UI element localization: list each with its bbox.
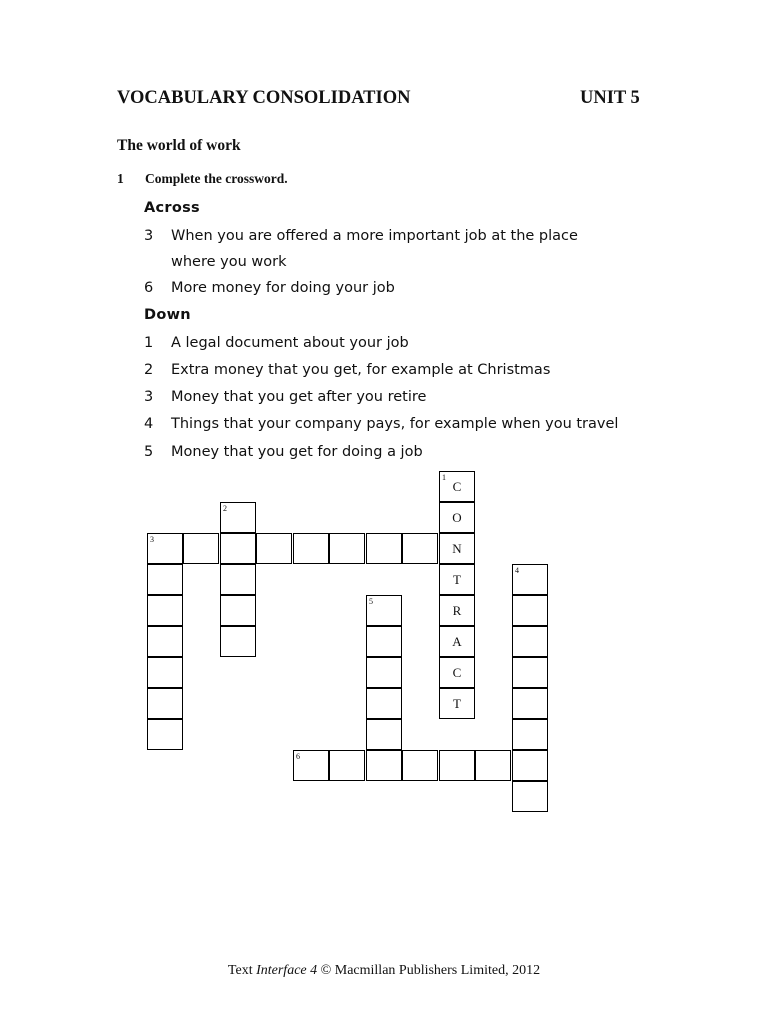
down-clue-text: Things that your company pays, for example when you travel <box>171 416 619 432</box>
crossword-cell[interactable] <box>439 471 475 502</box>
crossword-cell[interactable] <box>439 502 475 533</box>
crossword-cell[interactable] <box>439 626 475 657</box>
cell-letter: C <box>452 665 462 680</box>
crossword-cell[interactable] <box>147 688 183 719</box>
cell-letter: T <box>453 572 461 587</box>
crossword-cell[interactable] <box>512 750 548 781</box>
crossword-cell[interactable] <box>366 626 402 657</box>
down-clue-number: 4 <box>144 416 154 432</box>
footer-prefix: Text <box>227 963 257 978</box>
crossword-cell[interactable] <box>293 533 329 564</box>
crossword-cell[interactable] <box>147 719 183 750</box>
crossword-cell[interactable] <box>439 657 475 688</box>
crossword-cell[interactable] <box>366 595 402 626</box>
footer-suffix: © Macmillan Publishers Limited, 2012 <box>317 963 541 978</box>
section-title: The world of work <box>117 137 241 154</box>
clue-number-3: 3 <box>150 535 154 544</box>
across-clue-number: 6 <box>144 280 154 296</box>
down-clue-text: Money that you get for doing a job <box>171 444 423 460</box>
clue-number-4: 4 <box>515 566 519 575</box>
crossword-cell[interactable] <box>220 502 256 533</box>
crossword-cell[interactable] <box>475 750 511 781</box>
crossword-cell[interactable] <box>147 533 183 564</box>
crossword-cell[interactable] <box>366 719 402 750</box>
crossword-cell[interactable] <box>402 533 438 564</box>
crossword-cell[interactable] <box>512 719 548 750</box>
cell-letter: T <box>453 696 461 711</box>
clue-number-2: 2 <box>223 504 227 513</box>
crossword-cell[interactable] <box>147 657 183 688</box>
footer-book-title: Interface 4 <box>256 963 318 978</box>
copyright-footer <box>0 963 768 979</box>
document-title: VOCABULARY CONSOLIDATION <box>117 88 411 108</box>
across-clue-number: 3 <box>144 228 154 244</box>
crossword-cell[interactable] <box>293 750 329 781</box>
crossword-cell[interactable] <box>256 533 292 564</box>
across-clue-text: More money for doing your job <box>171 280 395 296</box>
unit-label: UNIT 5 <box>580 88 640 108</box>
crossword-cell[interactable] <box>366 688 402 719</box>
crossword-cell[interactable] <box>512 626 548 657</box>
crossword-cell[interactable] <box>402 750 438 781</box>
crossword-cell[interactable] <box>512 657 548 688</box>
down-clue-number: 1 <box>144 335 154 351</box>
crossword-cell[interactable] <box>220 626 256 657</box>
cell-letter: R <box>452 603 462 618</box>
crossword-cell[interactable] <box>183 533 219 564</box>
cell-letter: C <box>452 479 462 494</box>
crossword-cell[interactable] <box>366 750 402 781</box>
across-heading: Across <box>144 200 200 216</box>
across-clue-text: When you are offered a more important job at the place where you work <box>171 228 578 270</box>
crossword-cell[interactable] <box>147 626 183 657</box>
exercise-instruction: Complete the crossword. <box>145 171 288 186</box>
cell-letter: A <box>452 634 462 649</box>
exercise-number: 1 <box>117 171 124 186</box>
down-clue-text: A legal document about your job <box>171 335 409 351</box>
down-clue-number: 2 <box>144 362 154 378</box>
crossword-cell[interactable] <box>147 564 183 595</box>
clue-number-1: 1 <box>442 473 446 482</box>
down-heading: Down <box>144 307 191 323</box>
clue-number-5: 5 <box>369 597 373 606</box>
crossword-cell[interactable] <box>366 657 402 688</box>
crossword-cell[interactable] <box>439 564 475 595</box>
crossword-cell[interactable] <box>220 595 256 626</box>
crossword-cell[interactable] <box>512 564 548 595</box>
crossword-cell[interactable] <box>512 595 548 626</box>
down-clue-text: Extra money that you get, for example at Christmas <box>171 362 551 378</box>
crossword-cell[interactable] <box>512 688 548 719</box>
crossword-cell[interactable] <box>329 533 365 564</box>
crossword-cell[interactable] <box>439 533 475 564</box>
cell-letter: N <box>452 541 462 556</box>
crossword-cell[interactable] <box>439 750 475 781</box>
down-clue-number: 5 <box>144 444 154 460</box>
crossword-cell[interactable] <box>366 533 402 564</box>
crossword-cell[interactable] <box>329 750 365 781</box>
crossword-cell[interactable] <box>147 595 183 626</box>
crossword-cell[interactable] <box>439 595 475 626</box>
crossword-cell[interactable] <box>512 781 548 812</box>
crossword-cell[interactable] <box>220 533 256 564</box>
cell-letter: O <box>452 510 462 525</box>
down-clue-text: Money that you get after you retire <box>171 389 427 405</box>
crossword-cell[interactable] <box>439 688 475 719</box>
clue-number-6: 6 <box>296 752 300 761</box>
crossword-cell[interactable] <box>220 564 256 595</box>
down-clue-number: 3 <box>144 389 154 405</box>
